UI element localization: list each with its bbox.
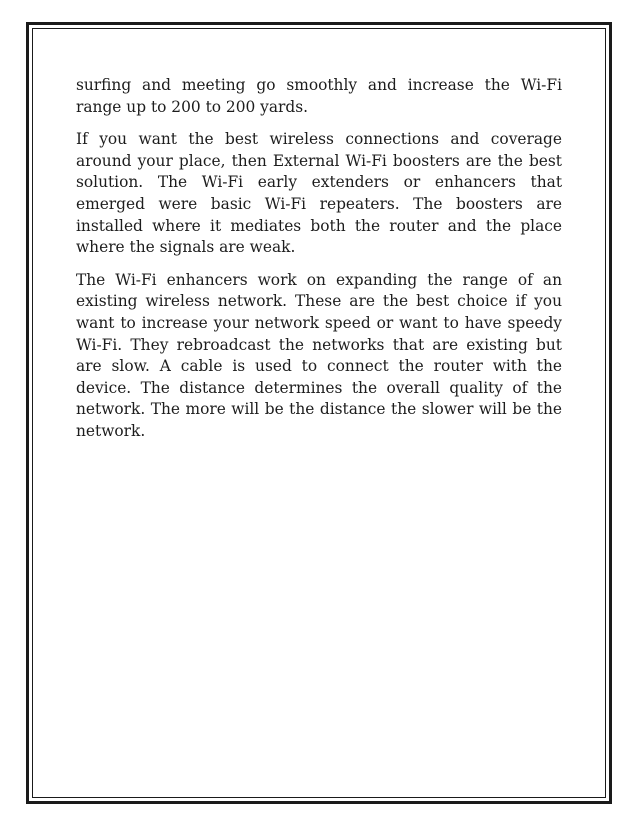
paragraph-1: surfing and meeting go smoothly and increase the Wi-Fi range up to 200 to 200 yards. (76, 76, 562, 116)
paragraph-3: The Wi-Fi enhancers work on expanding the range of an existing wireless network. These are the best choice if you want to increase your network speed or want to have speedy Wi-Fi. They rebroadcast the networks that are existing but are slow. A cable is used to connect the router with the device. The distance determines the overall quality of the network. The more will be the distance the slower will be the network. (76, 270, 562, 440)
paragraph-2: If you want the best wireless connections and coverage around your place, then External Wi-Fi boosters are the best solution. The Wi-Fi early extenders or enhancers that emerged were basic Wi-Fi repeaters. The boosters are installed where it mediates both the router and the place where the signals are weak. (76, 130, 562, 257)
document-body (76, 75, 562, 454)
